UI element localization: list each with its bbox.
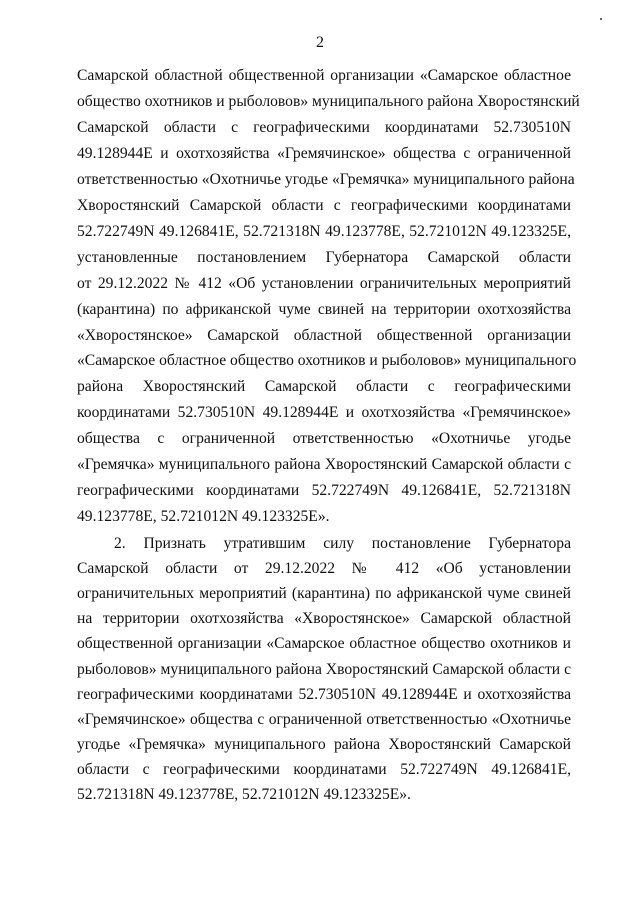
paragraph-1-line: 52.722749N 49.126841E, 52.721318N 49.123778E, 52.721012N 49.123325E, <box>77 222 571 240</box>
paragraph-1-line: географическими координатами 52.722749N 49.126841E, 52.721318N <box>77 482 571 500</box>
paragraph-2-line: 52.721318N 49.123778E, 52.721012N 49.123325E». <box>77 786 411 803</box>
paragraph-1-line: (карантина) по африканской чуме свиней на территории охотхозяйства <box>77 300 571 318</box>
paragraph-1-line: «Хворостянское» Самарской областной общественной организации <box>77 326 571 344</box>
paragraph-2-line: 2. Признать утратившим силу постановление Губернатора <box>114 535 571 552</box>
paragraph-2-line: Самарской области от 29.12.2022 № 412 «Об установлении <box>77 560 571 578</box>
paragraph-1-line: «Гремячка» муниципального района Хворостянский Самарской области с <box>77 456 571 474</box>
paragraph-1-line: 49.123778E, 52.721012N 49.123325E». <box>77 508 330 526</box>
paragraph-1-line: координатами 52.730510N 49.128944E и охотхозяйства «Гремячинское» <box>77 404 571 422</box>
paragraph-2-line: «Гремячинское» общества с ограниченной ответственностью «Охотничье <box>77 710 571 728</box>
paragraph-1-line: 49.128944E и охотхозяйства «Гремячинское» общества с ограниченной <box>77 144 571 162</box>
paragraph-1-line: Самарской областной общественной организации «Самарское областное <box>77 67 571 84</box>
paragraph-1-line: Самарской области с географическими координатами 52.730510N <box>77 118 571 136</box>
page-number: 2 <box>316 34 324 51</box>
scan-speck <box>600 18 602 20</box>
paragraph-1-line: общество охотников и рыболовов» муниципального района Хворостянский <box>77 92 580 110</box>
paragraph-2-line: на территории охотхозяйства «Хворостянское» Самарской областной <box>77 610 571 628</box>
paragraph-1-line: района Хворостянский Самарской области с географическими <box>77 378 571 396</box>
paragraph-1-line: установленные постановлением Губернатора Самарской области <box>77 248 571 266</box>
paragraph-1-line: от 29.12.2022 № 412 «Об установлении ограничительных мероприятий <box>77 274 571 292</box>
paragraph-2-line: общественной организации «Самарское областное общество охотников и <box>77 635 571 653</box>
paragraph-2-line: угодье «Гремячка» муниципального района Хворостянский Самарской <box>77 735 571 753</box>
paragraph-1-line: Хворостянский Самарской области с географическими координатами <box>77 196 571 214</box>
paragraph-2-line: области с географическими координатами 52.722749N 49.126841E, <box>77 760 571 778</box>
paragraph-2-line: рыболовов» муниципального района Хворостянский Самарской области с <box>77 660 571 678</box>
paragraph-2-line: географическими координатами 52.730510N 49.128944E и охотхозяйства <box>77 685 571 703</box>
paragraph-2-line: ограничительных мероприятий (карантина) по африканской чуме свиней <box>77 585 571 603</box>
paragraph-1-line: ответственностью «Охотничье угодье «Гремячка» муниципального района <box>77 170 575 188</box>
paragraph-1-line: «Самарское областное общество охотников и рыболовов» муниципального <box>77 352 577 370</box>
paragraph-1-line: общества с ограниченной ответственностью «Охотничье угодье <box>77 430 571 448</box>
